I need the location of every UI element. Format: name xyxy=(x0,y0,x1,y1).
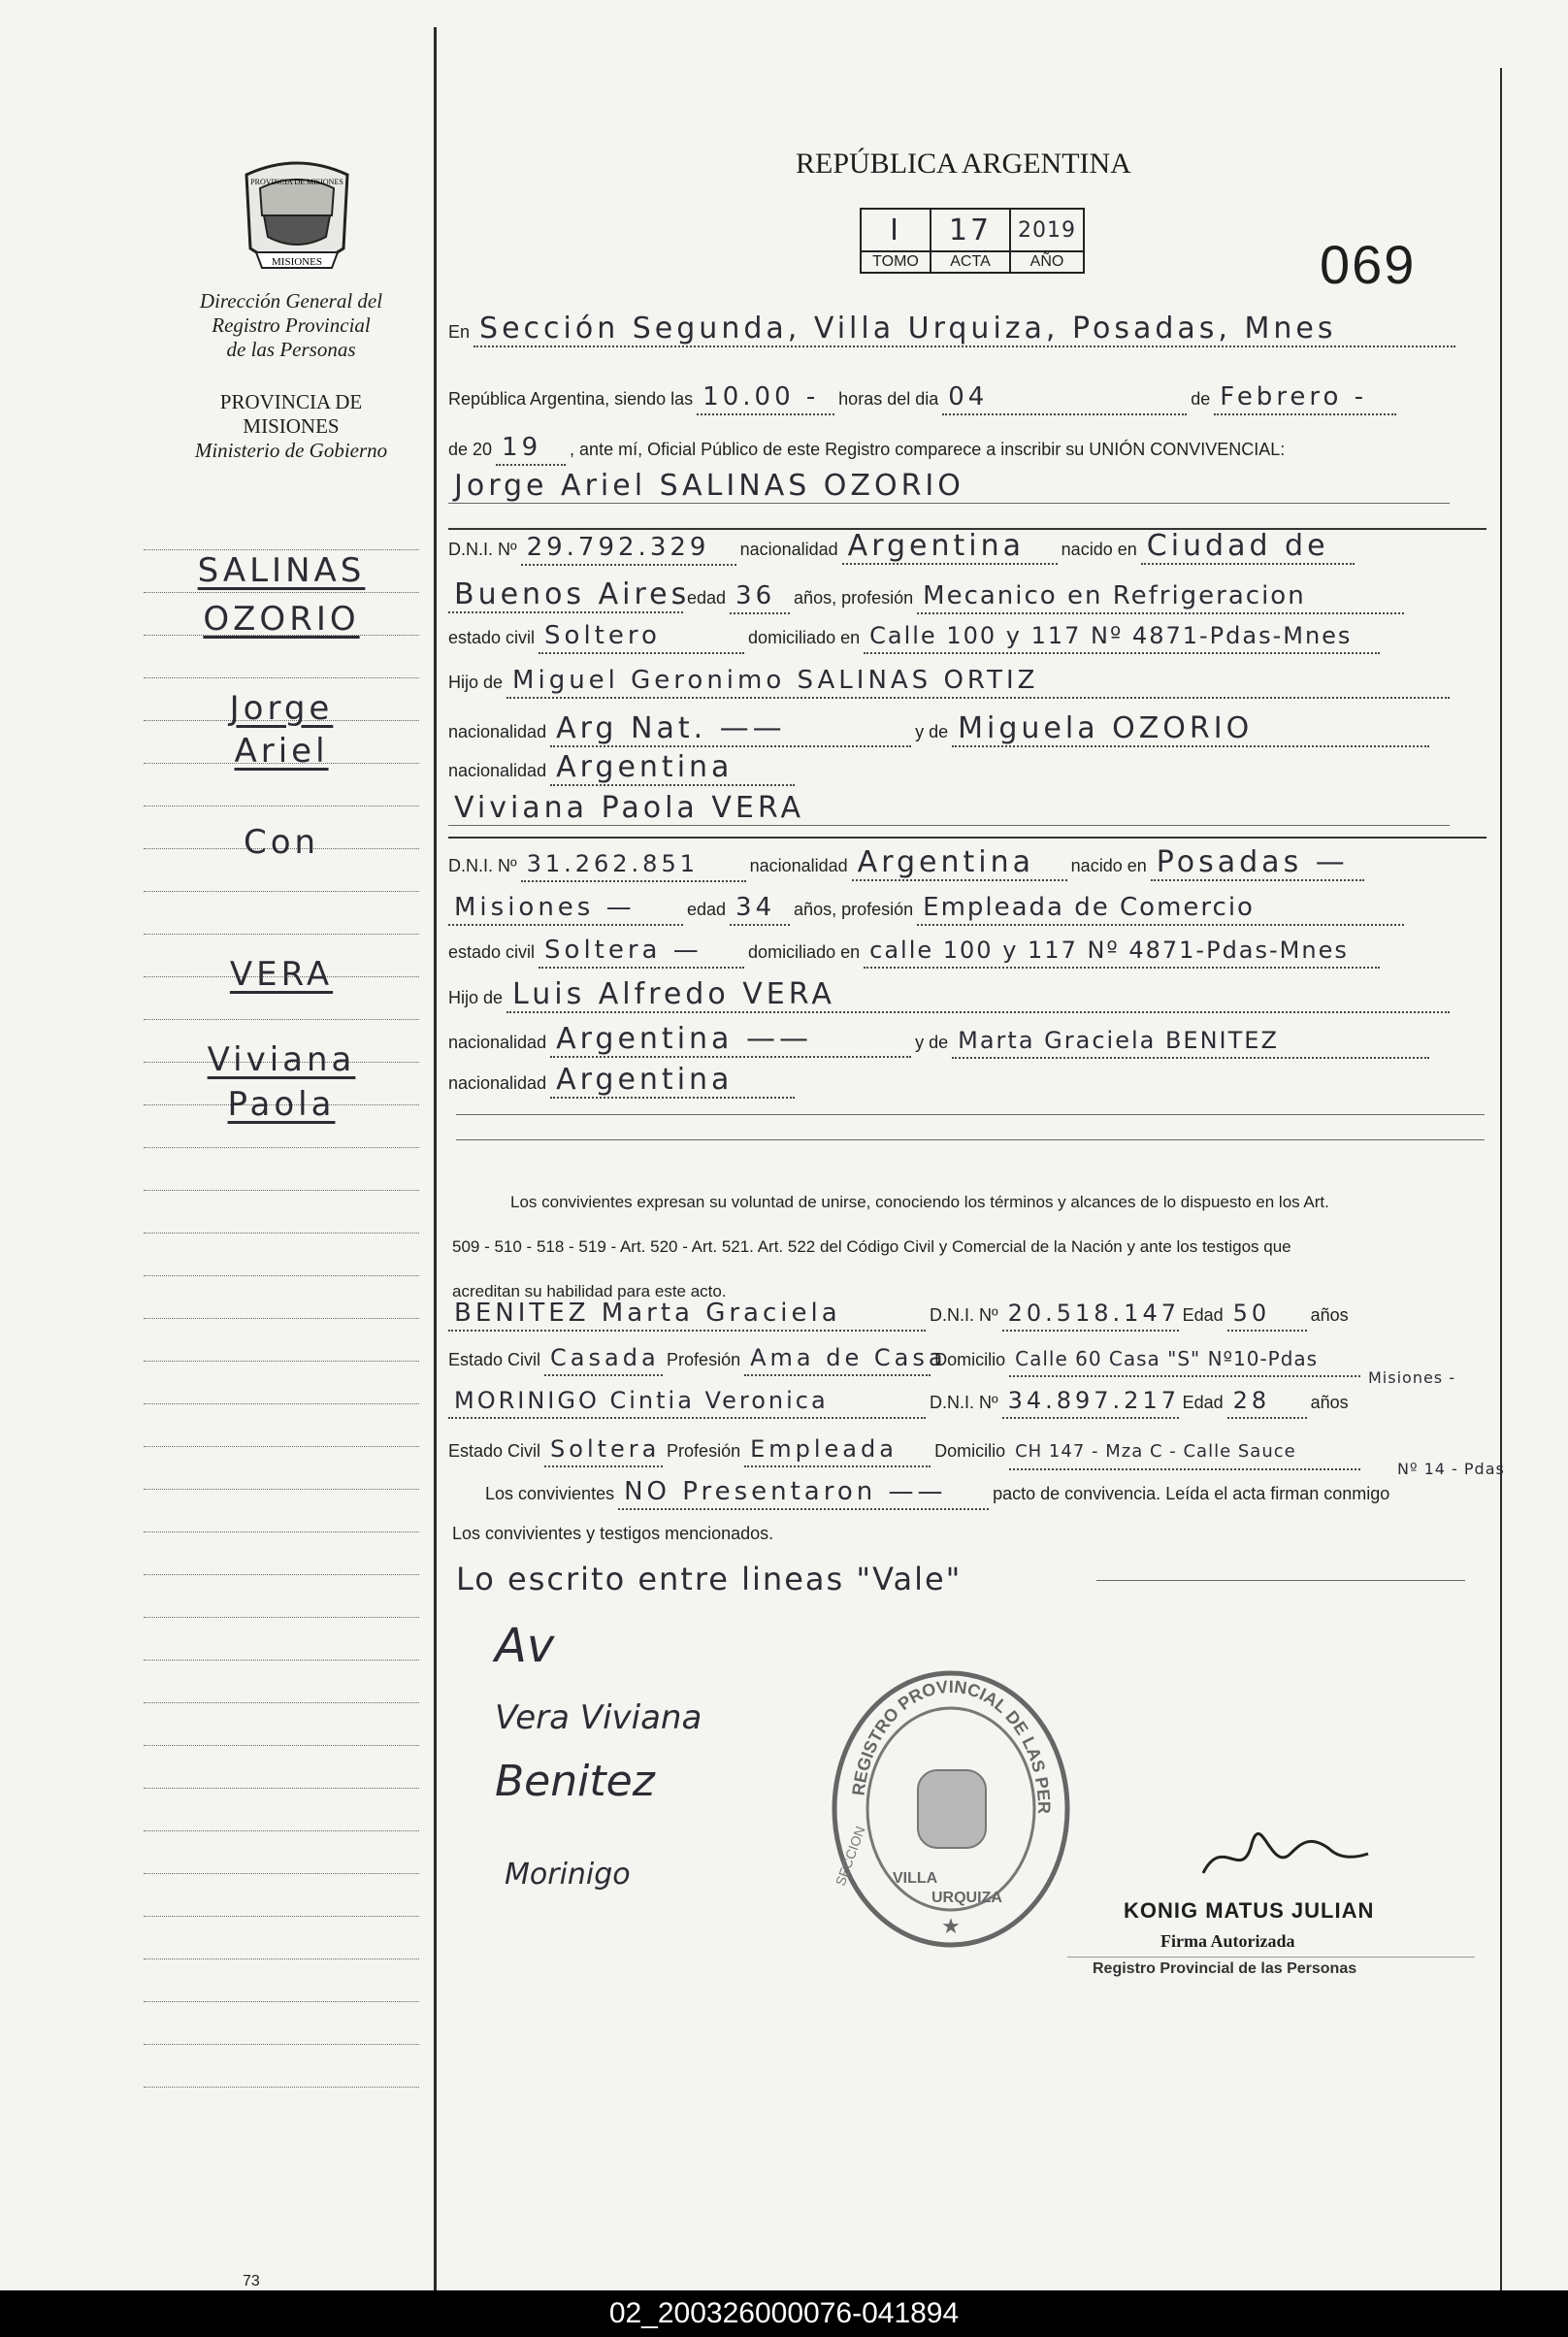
row-p1-father xyxy=(448,664,1486,699)
label-anos: años xyxy=(1310,1305,1349,1325)
declaration-line3: acreditan su habilidad para este acto. xyxy=(452,1282,727,1300)
label-dom: domiciliado en xyxy=(748,628,861,647)
province-line1: PROVINCIA DE xyxy=(219,390,363,413)
label-age: edad xyxy=(687,588,727,608)
p1-born: Ciudad de xyxy=(1141,530,1355,565)
label-dni: D.N.I. Nº xyxy=(448,540,517,559)
declaration-line2: 509 - 510 - 518 - 519 - Art. 520 - Art. 521. Art. 522 del Código Civil y Comercial de la Nación y ante los testigos que xyxy=(452,1237,1291,1256)
label-de: de xyxy=(1191,389,1211,409)
label-estado-civil: Estado Civil xyxy=(448,1350,541,1369)
margin-surname-2: OZORIO xyxy=(203,600,360,639)
p2-father-nationality: Argentina —— xyxy=(550,1023,911,1058)
row-p1-father-nat xyxy=(448,712,1486,747)
label-nac: nacionalidad xyxy=(448,1073,547,1093)
label-prof: años, profesión xyxy=(794,900,914,919)
p2-separator xyxy=(448,837,1486,839)
declaration-line1: Los convivientes expresan su voluntad de unirse, conociendo los términos y alcances de lo dispuesto en los Art. xyxy=(510,1193,1329,1211)
p1-born-2: Buenos Aires xyxy=(448,578,683,613)
p1-mother: Miguela OZORIO xyxy=(952,712,1429,747)
label-yde: y de xyxy=(915,722,949,741)
stamp-side-text: SECCION xyxy=(832,1824,868,1889)
p2-born-2: Misiones — xyxy=(448,891,683,926)
label-republica: República Argentina, siendo las xyxy=(448,389,694,409)
label-age: edad xyxy=(687,900,727,919)
margin-name-1: Jorge xyxy=(229,689,334,728)
label-domicilio: Domicilio xyxy=(934,1350,1006,1369)
final-line: Los convivientes y testigos mencionados. xyxy=(452,1524,774,1543)
label-edad: Edad xyxy=(1182,1305,1224,1325)
p2-name: Viviana Paola VERA xyxy=(448,792,1450,826)
stamp-star-icon: ★ xyxy=(941,1914,961,1938)
margin-con: Con xyxy=(243,823,320,862)
w2-dni: 34.897.217 xyxy=(1002,1384,1179,1419)
pact-value: NO Presentaron —— xyxy=(618,1475,989,1510)
p2-dni: 31.262.851 xyxy=(521,847,746,882)
left-margin-line xyxy=(144,1660,419,1661)
day-value: 04 xyxy=(942,380,1187,415)
label-de20: de 20 xyxy=(448,440,493,459)
row-p2-name xyxy=(448,792,1486,826)
time-value: 10.00 - xyxy=(697,380,834,415)
row-place xyxy=(448,313,1486,347)
left-margin-line xyxy=(144,1190,419,1191)
left-margin-line xyxy=(144,1873,419,1874)
label-hours: horas del dia xyxy=(838,389,939,409)
left-title-line3: de las Personas xyxy=(226,338,356,361)
row-p2-mother-nat xyxy=(448,1064,1486,1099)
left-margin-line xyxy=(144,1403,419,1404)
blank-line-2 xyxy=(456,1139,1485,1140)
ano-value: 2019 xyxy=(1010,209,1084,251)
p1-age: 36 xyxy=(730,579,790,614)
official-name: KONIG MATUS JULIAN xyxy=(1124,1898,1375,1923)
left-margin-line xyxy=(144,1574,419,1575)
left-margin-line xyxy=(144,549,419,550)
stamp-inner-1: VILLA xyxy=(893,1870,938,1887)
blank-line-1 xyxy=(456,1114,1485,1115)
left-margin-line xyxy=(144,1446,419,1447)
left-margin-line xyxy=(144,1361,419,1362)
p2-mother-nationality: Argentina xyxy=(550,1064,795,1099)
label-nac: nacionalidad xyxy=(448,722,547,741)
left-margin-line xyxy=(144,1019,419,1020)
label-profesion: Profesión xyxy=(667,1441,741,1461)
signature-3: Benitez xyxy=(495,1757,655,1806)
margin-name-2: Ariel xyxy=(234,732,329,771)
page-number: 73 xyxy=(243,2273,260,2289)
row-w1-civil xyxy=(448,1341,1486,1377)
w1-dni: 20.518.147 xyxy=(1002,1297,1179,1332)
p1-father: Miguel Geronimo SALINAS ORTIZ xyxy=(506,664,1450,699)
label-nac: nacionalidad xyxy=(739,540,838,559)
month-value: Febrero - xyxy=(1214,380,1396,415)
row-p2-dni xyxy=(448,846,1486,882)
official-title: Firma Autorizada xyxy=(1160,1931,1295,1951)
row-p1-mother-nat xyxy=(448,751,1486,786)
signature-2: Vera Viviana xyxy=(495,1698,702,1737)
label-dni: D.N.I. Nº xyxy=(930,1305,998,1325)
acta-label: ACTA xyxy=(931,251,1010,273)
label-domicilio: Domicilio xyxy=(934,1441,1006,1461)
official-line xyxy=(1067,1957,1475,1958)
misiones-seal xyxy=(239,155,355,281)
left-margin-line xyxy=(144,2087,419,2088)
p1-address: Calle 100 y 117 Nº 4871-Pdas-Mnes xyxy=(864,619,1380,654)
w1-address: Calle 60 Casa "S" Nº10-Pdas xyxy=(1009,1342,1360,1377)
official-office: Registro Provincial de las Personas xyxy=(1093,1960,1357,1977)
left-margin-line xyxy=(144,2044,419,2045)
note-handwritten: Lo escrito entre lineas "Vale" xyxy=(456,1561,963,1597)
note-line xyxy=(1096,1580,1465,1581)
province-block xyxy=(165,390,417,463)
row-time xyxy=(448,380,1486,415)
label-profesion: Profesión xyxy=(667,1350,741,1369)
label-anos: años xyxy=(1310,1393,1349,1412)
year-value: 19 xyxy=(496,431,566,466)
row-p2-father xyxy=(448,978,1486,1013)
margin-name-3: Viviana xyxy=(207,1040,356,1079)
label-edad: Edad xyxy=(1182,1393,1224,1412)
label-born: nacido en xyxy=(1070,856,1147,875)
left-margin-line xyxy=(144,1788,419,1789)
left-margin-line xyxy=(144,1745,419,1746)
row-p1-name xyxy=(448,470,1486,504)
w2-name: MORINIGO Cintia Veronica xyxy=(448,1384,926,1419)
scan-footer: 02_200326000076-041894 xyxy=(0,2290,1568,2337)
margin-surname-3: VERA xyxy=(229,955,334,994)
p2-nationality: Argentina xyxy=(852,846,1067,881)
label-dom: domiciliado en xyxy=(748,942,861,962)
p2-father: Luis Alfredo VERA xyxy=(506,978,1450,1013)
p1-civil: Soltero xyxy=(539,619,744,654)
w2-address-2: Nº 14 - Pdas xyxy=(1397,1460,1505,1478)
row-p2-civil xyxy=(448,934,1486,969)
left-margin-line xyxy=(144,1702,419,1703)
left-margin-line xyxy=(144,1275,419,1276)
margin-name-4: Paola xyxy=(227,1085,336,1124)
label-born: nacido en xyxy=(1061,540,1137,559)
stamp-arc-text: REGISTRO PROVINCIAL DE LAS PER xyxy=(848,1676,1055,1815)
p2-profession: Empleada de Comercio xyxy=(917,891,1404,926)
row-pact xyxy=(485,1475,1523,1510)
country-heading: REPÚBLICA ARGENTINA xyxy=(796,148,1131,180)
left-margin-line xyxy=(144,1830,419,1831)
w2-address: CH 147 - Mza C - Calle Sauce xyxy=(1009,1435,1360,1470)
label-dni: D.N.I. Nº xyxy=(930,1393,998,1412)
w1-age: 50 xyxy=(1227,1297,1307,1332)
left-title-block xyxy=(165,289,417,362)
row-p1-age xyxy=(448,578,1486,614)
tomo-value: I xyxy=(861,209,931,251)
left-margin-line xyxy=(144,677,419,678)
row-p1-civil xyxy=(448,619,1486,654)
acta-value: 17 xyxy=(931,209,1010,251)
label-nac: nacionalidad xyxy=(749,856,848,875)
left-margin-line xyxy=(144,934,419,935)
signature-4: Morinigo xyxy=(505,1858,631,1892)
label-nac: nacionalidad xyxy=(448,1033,547,1052)
stamp-inner-2: URQUIZA xyxy=(931,1890,1002,1906)
left-margin-line xyxy=(144,1617,419,1618)
row-p1-dni xyxy=(448,530,1486,566)
official-stamp xyxy=(825,1663,1077,1955)
w1-civil: Casada xyxy=(544,1341,663,1376)
p1-father-nationality: Arg Nat. —— xyxy=(550,712,911,747)
label-pact: pacto de convivencia. Leída el acta firman conmigo xyxy=(993,1484,1390,1503)
right-page-border xyxy=(1500,68,1502,2290)
seal-top-text: PROVINCIA DE MISIONES xyxy=(250,178,343,186)
ministry: Ministerio de Gobierno xyxy=(194,439,388,462)
w2-profession: Empleada xyxy=(744,1432,931,1467)
place-value: Sección Segunda, Villa Urquiza, Posadas, Mnes xyxy=(474,313,1455,347)
label-yde: y de xyxy=(915,1033,949,1052)
p2-address: calle 100 y 117 Nº 4871-Pdas-Mnes xyxy=(864,934,1380,969)
label-hijo: Hijo de xyxy=(448,988,504,1007)
seal-bottom-text: MISIONES xyxy=(272,256,322,268)
province-line2: MISIONES xyxy=(243,414,340,438)
left-margin-line xyxy=(144,1489,419,1490)
official-signature-icon xyxy=(1184,1815,1378,1893)
row-year xyxy=(448,431,1486,466)
margin-surname-1: SALINAS xyxy=(197,551,366,590)
label-en: En xyxy=(448,322,471,342)
w1-name: BENITEZ Marta Graciela xyxy=(448,1297,926,1332)
row-p2-age xyxy=(448,891,1486,926)
p1-mother-nationality: Argentina xyxy=(550,751,795,786)
label-civil: estado civil xyxy=(448,628,536,647)
left-margin-line xyxy=(144,592,419,593)
signature-1: Av xyxy=(495,1619,555,1673)
declaration xyxy=(452,1180,1490,1314)
left-margin-line xyxy=(144,1147,419,1148)
w1-profession: Ama de Casa xyxy=(744,1341,931,1376)
left-margin-line xyxy=(144,1318,419,1319)
row-w2 xyxy=(448,1384,1486,1419)
p2-civil: Soltera — xyxy=(539,934,744,969)
act-number: 069 xyxy=(1320,234,1417,295)
left-column-border xyxy=(434,27,437,2290)
p1-profession: Mecanico en Refrigeracion xyxy=(917,579,1404,614)
left-title-line2: Registro Provincial xyxy=(212,313,371,337)
p2-mother: Marta Graciela BENITEZ xyxy=(952,1024,1429,1059)
w2-civil: Soltera xyxy=(544,1432,663,1467)
row-p2-father-nat xyxy=(448,1023,1486,1059)
p1-nationality: Argentina xyxy=(842,530,1058,565)
p2-age: 34 xyxy=(730,891,790,926)
left-margin-line xyxy=(144,2001,419,2002)
left-margin-line xyxy=(144,1531,419,1532)
label-prof: años, profesión xyxy=(794,588,914,608)
w2-age: 28 xyxy=(1227,1384,1307,1419)
left-margin-line xyxy=(144,1916,419,1917)
p1-name: Jorge Ariel SALINAS OZORIO xyxy=(448,470,1450,504)
label-hijo: Hijo de xyxy=(448,673,504,692)
row-w1 xyxy=(448,1297,1486,1332)
left-margin-line xyxy=(144,891,419,892)
label-estado-civil: Estado Civil xyxy=(448,1441,541,1461)
row-w2-civil xyxy=(448,1432,1486,1470)
ano-label: AÑO xyxy=(1010,251,1084,273)
record-box xyxy=(860,208,1085,274)
label-dni: D.N.I. Nº xyxy=(448,856,517,875)
p1-dni: 29.792.329 xyxy=(521,531,736,566)
label-convivientes: Los convivientes xyxy=(485,1484,615,1503)
tomo-label: TOMO xyxy=(861,251,931,273)
p2-born: Posadas — xyxy=(1151,846,1364,881)
label-ante: , ante mí, Oficial Público de este Registro comparece a inscribir su UNIÓN CONVIVENCIAL: xyxy=(570,440,1286,459)
label-civil: estado civil xyxy=(448,942,536,962)
w1-address-2: Misiones - xyxy=(1368,1368,1455,1387)
left-margin-line xyxy=(144,1958,419,1959)
left-title-line1: Dirección General del xyxy=(199,289,383,313)
label-nac: nacionalidad xyxy=(448,761,547,780)
left-margin-line xyxy=(144,1233,419,1234)
